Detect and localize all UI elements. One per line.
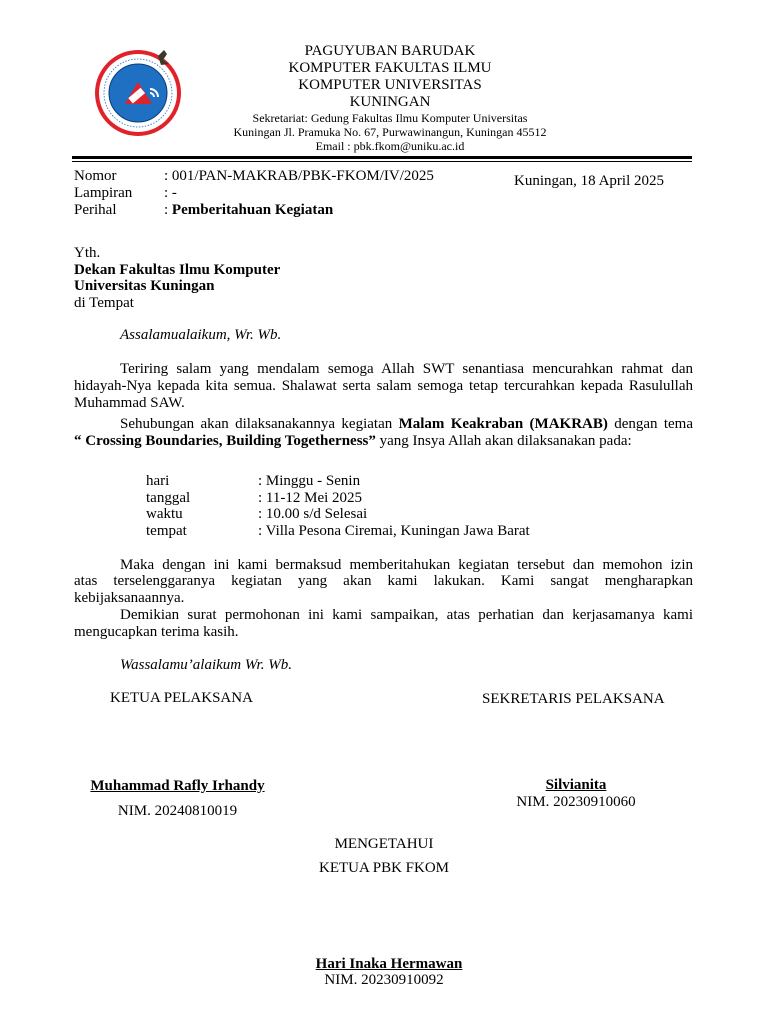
event-name: Malam Keakraban (MAKRAB) <box>398 416 608 432</box>
detail-value-waktu: : 10.00 s/d Selesai <box>258 506 368 522</box>
recipient-line-1: Dekan Fakultas Ilmu Komputer <box>74 262 281 278</box>
center-signatory-name: Hari Inaka Hermawan <box>315 956 463 972</box>
address-text: Kuningan Jl. Pramuka No. 67, Purwawinangun, Kuningan 45512 <box>233 125 547 139</box>
paragraph-4-line-2: mengucapkan terima kasih. <box>74 624 239 640</box>
center-signatory-nim: NIM. 20230910092 <box>324 972 444 988</box>
email-text: Email : pbk.fkom@uniku.ac.id <box>315 139 465 153</box>
right-signatory-name: Silvianita <box>545 777 607 793</box>
detail-label-waktu: waktu <box>146 506 183 522</box>
right-signatory-title: SEKRETARIS PELAKSANA <box>482 691 665 707</box>
nomor-value: : 001/PAN-MAKRAB/PBK-FKOM/IV/2025 <box>164 168 434 184</box>
header-rule-thin <box>72 161 692 162</box>
perihal-value: : Pemberitahuan Kegiatan <box>164 202 334 218</box>
paragraph-1-line-3: Muhammad SAW. <box>74 395 185 411</box>
paragraph-3-line-2: atas terselenggaranya kegiatan yang akan kami lakukan. Kami sangat mengharapkan <box>74 573 693 589</box>
left-signatory-nim: NIM. 20240810019 <box>117 803 238 819</box>
header-rule-thick <box>72 156 692 159</box>
center-signatory-title: KETUA PBK FKOM <box>318 860 450 876</box>
paragraph-1-line-1: Teriring salam yang mendalam semoga Allah SWT senantiasa mencurahkan rahmat dan <box>120 361 693 377</box>
paragraph-2-line-1: Sehubungan akan dilaksanakannya kegiatan Malam Keakraban (MAKRAB) dengan tema <box>120 416 693 432</box>
recipient-line-3: di Tempat <box>74 295 134 311</box>
paragraph-3-line-1: Maka dengan ini kami bermaksud memberitahukan kegiatan tersebut dan memohon izin <box>120 557 693 573</box>
recipient-yth: Yth. <box>74 245 101 261</box>
detail-label-hari: hari <box>146 473 170 489</box>
org-name-line-2: KOMPUTER FAKULTAS ILMU <box>288 60 492 76</box>
left-signatory-title: KETUA PELAKSANA <box>110 690 253 706</box>
left-signatory-name: Muhammad Rafly Irhandy <box>90 778 265 794</box>
place-date: Kuningan, 18 April 2025 <box>514 173 664 189</box>
recipient-line-2: Universitas Kuningan <box>74 278 215 294</box>
paragraph-2-line-2: “ Crossing Boundaries, Building Togetherness” yang Insya Allah akan dilaksanakan pada: <box>74 433 632 449</box>
paragraph-3-line-3: kebijaksanaannya. <box>74 590 185 606</box>
org-name-line-3: KOMPUTER UNIVERSITAS <box>298 77 482 93</box>
acknowledge-title: MENGETAHUI <box>334 836 434 852</box>
nomor-label: Nomor <box>74 168 117 184</box>
org-name-line-1: PAGUYUBAN BARUDAK <box>304 43 476 59</box>
detail-label-tanggal: tanggal <box>146 490 191 506</box>
lampiran-label: Lampiran <box>74 185 133 201</box>
org-name-line-4: KUNINGAN <box>349 94 431 110</box>
paragraph-1-line-2: hidayah-Nya kepada kita semua. Shalawat serta salam semoga tetap tercurahkan kepada Rasulullah <box>74 378 693 394</box>
organization-logo <box>92 46 184 138</box>
detail-value-tempat: : Villa Pesona Ciremai, Kuningan Jawa Barat <box>258 523 530 539</box>
detail-value-tanggal: : 11-12 Mei 2025 <box>258 490 363 506</box>
closing-greeting: Wassalamu’alaikum Wr. Wb. <box>120 657 292 673</box>
lampiran-value: : - <box>164 185 177 201</box>
opening-greeting: Assalamualaikum, Wr. Wb. <box>120 327 282 343</box>
detail-value-hari: : Minggu - Senin <box>258 473 361 489</box>
secretariat-text: Sekretariat: Gedung Fakultas Ilmu Komputer Universitas <box>252 111 528 125</box>
event-theme: “ Crossing Boundaries, Building Togetherness” <box>74 433 376 449</box>
perihal-label: Perihal <box>74 202 117 218</box>
right-signatory-nim: NIM. 20230910060 <box>516 794 636 810</box>
paragraph-4-line-1: Demikian surat permohonan ini kami sampaikan, atas perhatian dan kerjasamanya kami <box>120 607 693 623</box>
detail-label-tempat: tempat <box>146 523 187 539</box>
